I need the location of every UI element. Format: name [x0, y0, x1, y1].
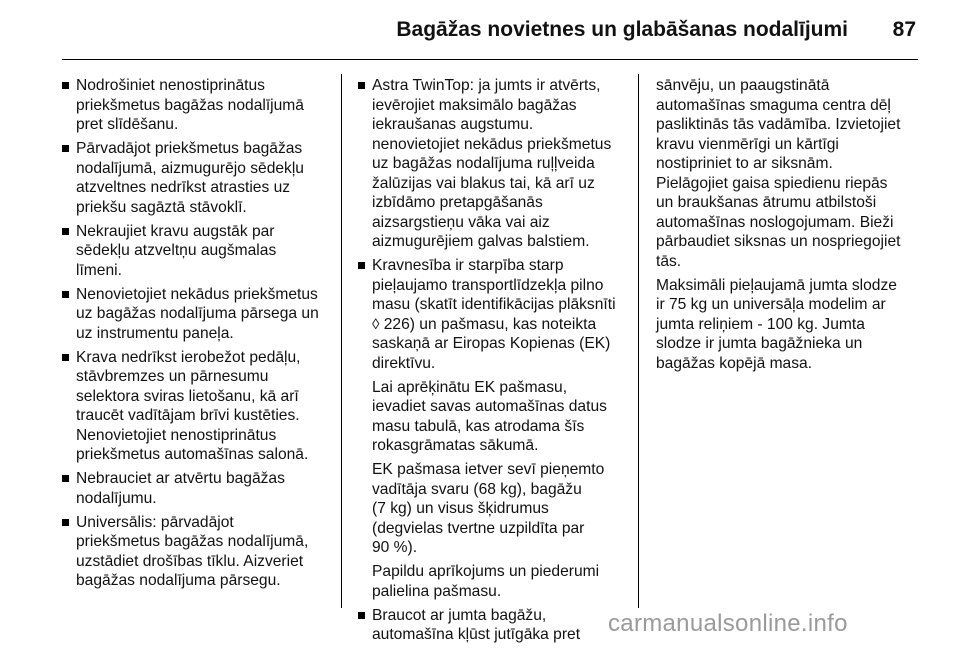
bullet-item: Nodrošiniet nenostiprinātus priekšmetus bagāžas nodalījumā pret slīdēšanu. — [62, 76, 334, 135]
column-3 — [656, 76, 952, 378]
bullet-item: Kravnesība ir starpība starp pieļaujamo transportlīdzekļa pilno masu (skatīt identifikācijas plāksnīti ◊ 226) un pašmasu, kas noteikta saskaņā ar Eiropas Kopienas (EK) direktīvu. — [358, 256, 634, 373]
page-reference-text: 226) un pašmasu, kas noteikta — [379, 315, 597, 333]
bullet-item: Pārvadājot priekšmetus bagāžas nodalījumā, aizmugurējo sēdekļu atzveltnes nedrīkst atrasties uz priekšu sagāztā stāvoklī. — [62, 139, 334, 217]
bullet-item: Krava nedrīkst ierobežot pedāļu, stāvbremzes un pārnesumu selektora sviras lietošanu, kā arī traucēt vadītājam brīvi kustēties. Nenovietojiet nenostiprinātus priekšmetus automašīnas salonā. — [62, 348, 334, 465]
sub-paragraph: Lai aprēķinātu EK pašmasu, ievadiet savas automašīnas datus masu tabulā, kas atrodama šīs rokasgrāmatas sākumā. — [372, 378, 607, 454]
sub-paragraph: Papildu aprīkojums un piederumi palielina pašmasu. — [372, 563, 600, 600]
bullet-item: Braucot ar jumta bagāžu, automašīna kļūst jutīgāka pret — [358, 606, 634, 645]
paragraph: Maksimāli pieļaujamā jumta slodze ir 75 kg un universāļa modelim ar jumta reliņiem - 100 kg. Jumta slodze ir jumta bagāžnieka un bagāžas kopējā masa. — [656, 276, 897, 372]
page-reference-icon: ◊ — [372, 315, 380, 333]
page-number: 87 — [892, 18, 916, 41]
bullet-item: Nenovietojiet nekādus priekšmetus uz bagāžas nodalījuma pārsega un uz instrumentu paneļa. — [62, 285, 334, 344]
column-2 — [358, 76, 634, 649]
bullet-item: Nebrauciet ar atvērtu bagāžas nodalījumu. — [62, 469, 334, 508]
bullet-item: Astra TwinTop: ja jumts ir atvērts, ievērojiet maksimālo bagāžas iekraušanas augstumu. nenovietojiet nekādus priekšmetus uz bagāžas nodalījuma ruļļveida žalūzijas vai blakus tai, kā arī uz izbīdāmo pretapgāšanās aizsargstieņu vāka vai aiz aizmugurējiem galvas balstiem. — [358, 76, 634, 252]
column-1 — [62, 76, 334, 595]
bullet-item: Universālis: pārvadājot priekšmetus bagāžas nodalījumā, uzstādiet drošības tīklu. Aizveriet bagāžas nodalījuma pārsegu. — [62, 513, 334, 591]
column-divider-2 — [638, 74, 639, 608]
page-title: Bagāžas novietnes un glabāšanas nodalījumi — [396, 18, 848, 41]
paragraph: sānvēju, un paaugstinātā automašīnas smaguma centra dēļ pasliktinās tās vadāmība. Izvietojiet kravu vienmērīgi un kārtīgi nostipriniet to ar siksnām. Pielāgojiet gaisa spiedienu riepās un braukšanas ātrumu atbilstoši automašīnas noslogojumam. Bieži pārbaudiet siksnas un nospriegojiet tās. — [656, 77, 901, 270]
sub-paragraph: EK pašmasa ietver sevī pieņemto vadītāja svaru (68 kg), bagāžu (7 kg) un visus šķidrumus (degvielas tvertne uzpildīta par 90 %). — [372, 461, 605, 556]
watermark: carmanualsonline.info — [608, 610, 848, 637]
bullet-item: Nekraujiet kravu augstāk par sēdekļu atzveltņu augšmalas līmeni. — [62, 222, 334, 281]
header-rule — [62, 59, 918, 60]
column-divider-1 — [341, 74, 342, 608]
